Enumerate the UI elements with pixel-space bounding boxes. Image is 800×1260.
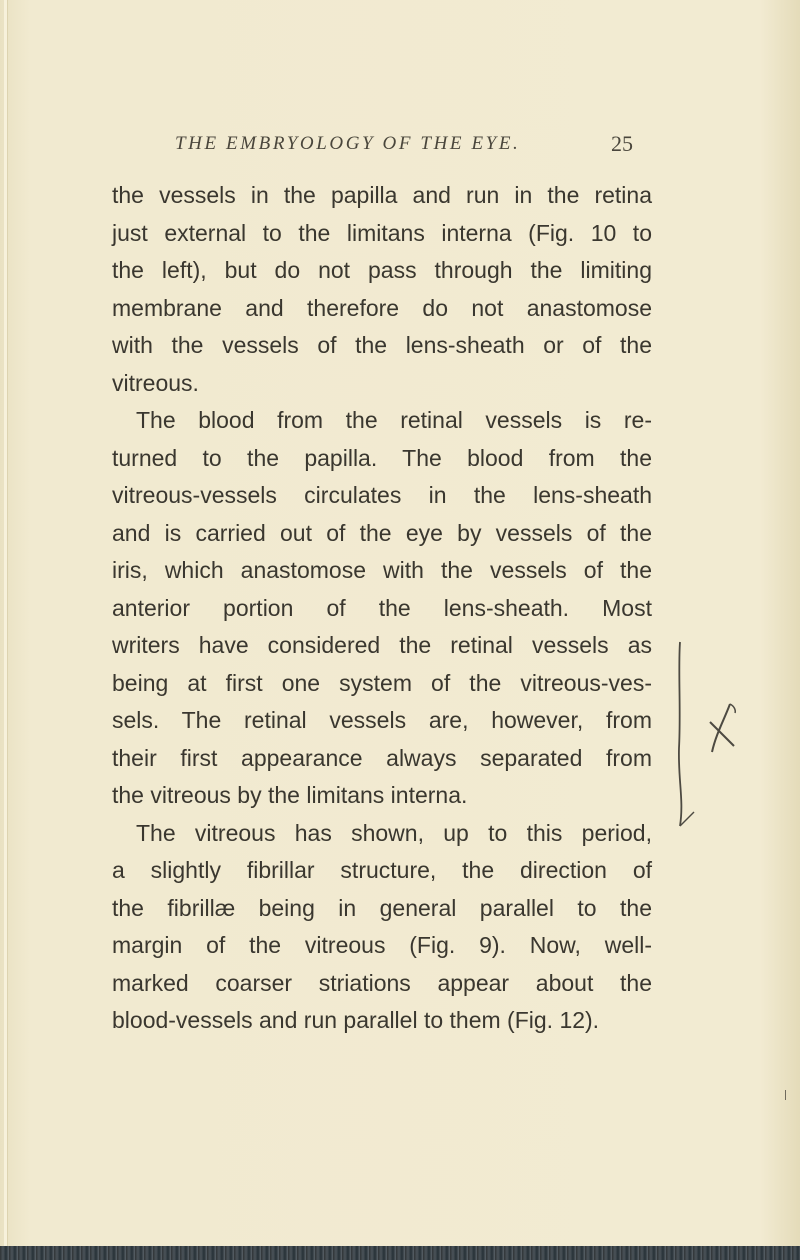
page-edge xyxy=(4,0,8,1246)
page-number: 25 xyxy=(611,131,633,156)
text-line: turned to the papilla. The blood from the xyxy=(112,444,652,471)
text-line: and is carried out of the eye by vessels of the xyxy=(112,519,652,546)
text-line: the left), but do not pass through the limiting xyxy=(112,257,652,283)
page-header xyxy=(0,133,800,163)
text-line: being at first one system of the vitreous-ves- xyxy=(112,669,652,696)
text-line: with the vessels of the lens-sheath or of the xyxy=(112,332,652,358)
margin-annotation-icon xyxy=(672,630,742,830)
text-line: membrane and therefore do not anastomose xyxy=(112,294,652,321)
text-line: their first appearance always separated from xyxy=(112,744,652,771)
text-line: the fibrillæ being in general parallel to the xyxy=(112,894,652,921)
running-title: THE EMBRYOLOGY OF THE EYE. xyxy=(175,133,521,154)
text-line: iris, which anastomose with the vessels of the xyxy=(112,557,652,583)
paragraph-start-line: The vitreous has shown, up to this period, xyxy=(136,819,652,846)
text-line: blood-vessels and run parallel to them (Fig. 12). xyxy=(112,1007,600,1033)
text-line: the vessels in the papilla and run in the retina xyxy=(112,182,652,208)
text-line: a slightly fibrillar structure, the direction of xyxy=(112,857,652,883)
text-line: anterior portion of the lens-sheath. Most xyxy=(112,594,652,621)
text-line: margin of the vitreous (Fig. 9). Now, well- xyxy=(112,932,652,958)
pencil-dot-icon xyxy=(784,1087,787,1097)
text-line: the vitreous by the limitans interna. xyxy=(112,782,468,808)
paragraph-start-line: The blood from the retinal vessels is re- xyxy=(136,407,652,433)
text-line: sels. The retinal vessels are, however, from xyxy=(112,707,652,733)
text-line: writers have considered the retinal vessels as xyxy=(112,632,652,658)
scan-bottom-edge xyxy=(0,1246,800,1260)
text-line: just external to the limitans interna (Fig. 10 to xyxy=(112,219,652,246)
text-line: marked coarser striations appear about the xyxy=(112,969,652,996)
text-line: vitreous. xyxy=(112,369,199,396)
body-text xyxy=(112,177,652,1040)
text-line: vitreous-vessels circulates in the lens-sheath xyxy=(112,482,652,508)
